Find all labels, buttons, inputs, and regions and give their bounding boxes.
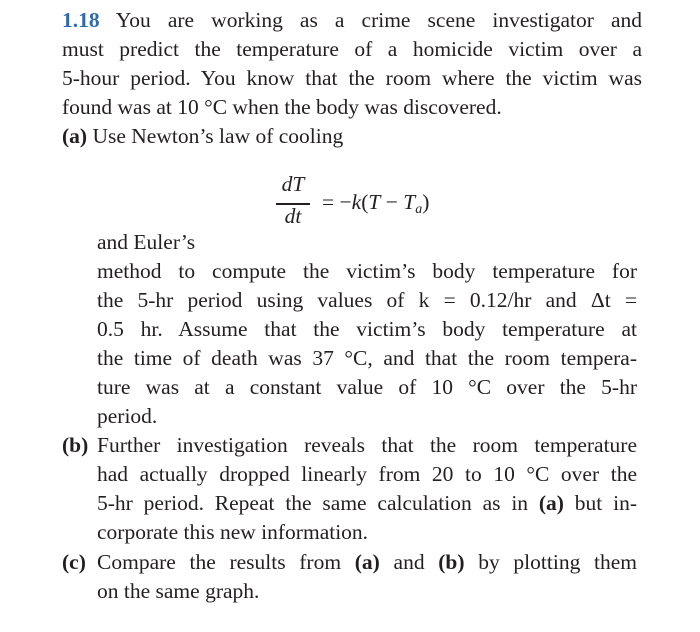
part-a-line-2: method to compute the victim’s body temperature for — [97, 259, 637, 283]
part-a-line-6: ture was at a constant value of 10 °C over the 5-hr — [97, 375, 637, 399]
fraction-numerator: dT — [281, 172, 305, 196]
part-a-lead: (a) Use Newton’s law of cooling — [62, 124, 344, 148]
part-b-line-4: corporate this new information. — [97, 520, 369, 544]
part-b-line-2: had actually dropped linearly from 20 to 10 °C over the — [97, 462, 637, 486]
part-b-ref-a: (a) — [538, 491, 564, 515]
problem-intro-line-1: 1.18 You are working as a crime scene investigator and — [62, 8, 642, 32]
part-a-line-4: 0.5 hr. Assume that the victim’s body temperature at — [97, 317, 637, 341]
part-c-line-2: on the same graph. — [97, 579, 260, 603]
problem-intro-line-2: must predict the temperature of a homicide victim over a — [62, 37, 642, 61]
problem-intro-line-3: 5-hour period. You know that the room where the victim was — [62, 66, 642, 90]
part-a-line-7: period. — [97, 404, 158, 428]
part-c-label: (c) — [62, 550, 86, 574]
part-a-line-1: and Euler’s — [97, 230, 196, 254]
fraction-denominator: dt — [284, 204, 302, 228]
part-b-line-3: 5-hr period. Repeat the same calculation as in (a) but in- — [97, 491, 637, 515]
part-a-line-5: the time of death was 37 °C, and that the room tempera- — [97, 346, 637, 370]
part-b-line-1: Further investigation reveals that the room temperature — [97, 433, 637, 457]
part-c-ref-b: (b) — [438, 550, 465, 574]
problem-number: 1.18 — [62, 8, 100, 32]
equation-rhs: = $-k(T - T_a)$ — [322, 190, 430, 217]
problem-intro-line-4: found was at 10 °C when the body was discovered. — [62, 95, 502, 119]
part-a-line-3: the 5-hr period using values of k = 0.12/hr and Δt = — [97, 288, 637, 312]
part-c-line-1: Compare the results from (a) and (b) by plotting them — [97, 550, 637, 574]
part-a-label: (a) — [62, 124, 88, 148]
part-c-ref-a: (a) — [354, 550, 380, 574]
part-b-label: (b) — [62, 433, 89, 457]
